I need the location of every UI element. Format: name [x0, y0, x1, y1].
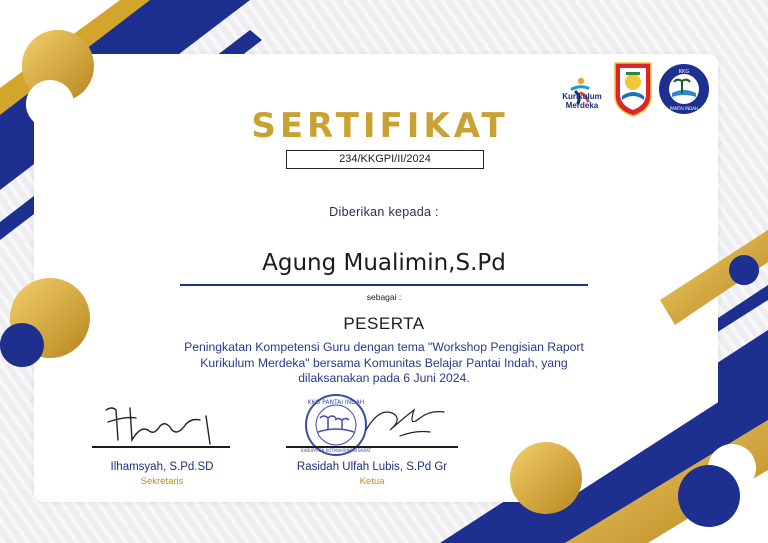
description-line: Peningkatan Kompetensi Guru dengan tema "Workshop Pengisian Raport — [184, 340, 584, 354]
signature-secretary — [96, 396, 226, 448]
signature-line — [92, 446, 230, 448]
svg-text:PANTAI INDAH: PANTAI INDAH — [669, 106, 699, 111]
svg-text:KKG PANTAI INDAH: KKG PANTAI INDAH — [307, 399, 365, 406]
description-line: dilaksanakan pada 6 Juni 2024. — [298, 371, 470, 385]
signature-line — [286, 446, 458, 448]
kurikulum-merdeka-text: Kurikulum Merdeka — [562, 92, 602, 110]
kkg-pantai-indah-logo-icon — [658, 63, 710, 115]
navy-circle-right — [729, 255, 759, 285]
kurikulum-merdeka-logo-icon — [554, 62, 606, 120]
description-line: Kurikulum Merdeka" bersama Komunitas Belajar Pantai Indah, yang — [200, 355, 568, 370]
as-label: sebagai : — [366, 292, 402, 302]
recipient-name: Agung Mualimin,S.Pd — [262, 250, 506, 276]
signature-chair — [360, 396, 450, 444]
certificate-description — [150, 340, 618, 387]
given-to-label: Diberikan kepada : — [329, 205, 439, 219]
secretary-name: Ilhamsyah, S.Pd.SD — [110, 461, 214, 473]
chair-title: Ketua — [359, 476, 385, 487]
certificate-number: 234/KKGPI/II/2024 — [286, 150, 484, 169]
regency-crest-icon — [612, 60, 654, 118]
svg-text:KKG: KKG — [678, 69, 690, 75]
secretary-title: Sekretaris — [140, 476, 184, 487]
svg-text:KABUPATEN KOTAWARINGIN BARAT: KABUPATEN KOTAWARINGIN BARAT — [301, 448, 371, 453]
chair-name: Rasidah Ulfah Lubis, S.Pd Gr — [296, 461, 448, 473]
participant-role: PESERTA — [343, 314, 425, 333]
certificate-title: SERTIFIKAT — [251, 106, 509, 146]
name-underline — [180, 284, 588, 286]
